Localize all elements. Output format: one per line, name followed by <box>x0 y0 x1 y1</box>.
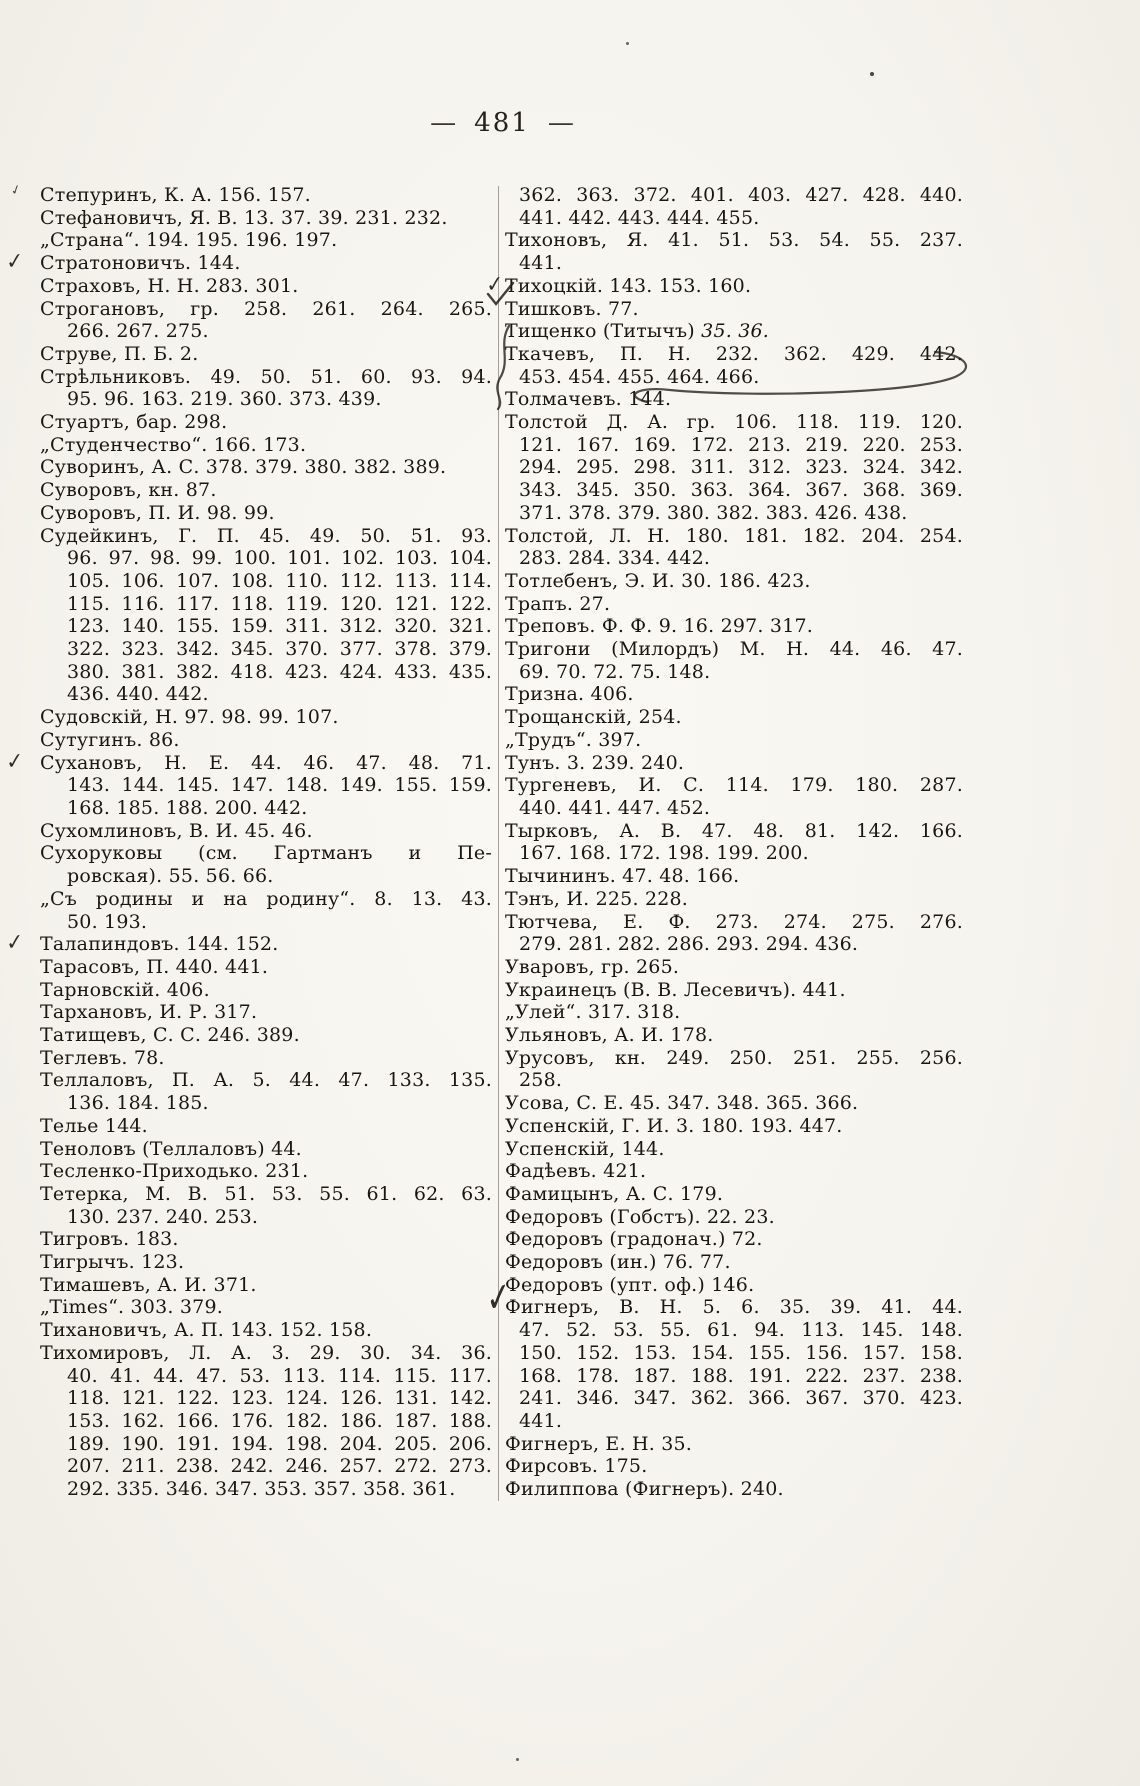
entry-line: Тетерка, М. В. 51. 53. 55. 61. 62. 63. <box>40 1182 492 1205</box>
entry-line: „Страна“. 194. 195. 196. 197. <box>40 229 338 252</box>
entry-line: 441. 442. 443. 444. 455. <box>519 206 760 229</box>
entry-line: 121. 167. 169. 172. 213. 219. 220. 253. <box>519 433 963 456</box>
index-entry <box>40 1296 492 1319</box>
index-entry <box>505 820 963 865</box>
entry-line: 40. 41. 44. 47. 53. 113. 114. 115. 117. <box>67 1364 492 1387</box>
index-entry <box>505 706 963 729</box>
entry-line: Тесленко-Приходько. 231. <box>40 1160 309 1183</box>
entry-line: 266. 267. 275. <box>67 320 209 343</box>
index-entry <box>505 752 963 775</box>
index-entry <box>40 434 492 457</box>
entry-line: Фадѣевъ. 421. <box>505 1160 647 1183</box>
handwritten-checkmark-icon: ✓ <box>485 270 505 298</box>
index-entry <box>505 638 963 683</box>
entry-line: Тотлебенъ, Э. И. 30. 186. 423. <box>505 569 811 592</box>
entry-line: Федоровъ (Гобстъ). 22. 23. <box>505 1205 775 1228</box>
ink-speck <box>626 42 629 45</box>
entry-line: 95. 96. 163. 219. 360. 373. 439. <box>67 388 382 411</box>
index-entry <box>505 1478 963 1501</box>
entry-line: Стрѣльниковъ. 49. 50. 51. 60. 93. 94. <box>40 365 492 388</box>
entry-line: Теноловъ (Теллаловъ) 44. <box>40 1137 302 1160</box>
entry-line: 207. 211. 238. 242. 246. 257. 272. 273. <box>67 1455 492 1478</box>
entry-line: 136. 184. 185. <box>67 1092 209 1115</box>
index-entry <box>40 456 492 479</box>
entry-line: 279. 281. 282. 286. 293. 294. 436. <box>519 933 859 956</box>
entry-line: Тарновскій. 406. <box>40 978 210 1001</box>
index-entry <box>40 525 492 707</box>
entry-line: 150. 152. 153. 154. 155. 156. 157. 158. <box>519 1341 963 1364</box>
index-entry <box>505 615 963 638</box>
entry-line: 47. 52. 53. 55. 61. 94. 113. 145. 148. <box>519 1319 963 1342</box>
entry-line: 118. 121. 122. 123. 124. 126. 131. 142. <box>67 1387 492 1410</box>
index-entry <box>40 275 492 298</box>
entry-line: Толстой, Л. Н. 180. 181. 182. 204. 254. <box>505 524 963 547</box>
index-entry <box>505 865 963 888</box>
entry-line: Степуринъ, К. А. 156. 157. <box>40 184 311 206</box>
index-entry <box>40 479 492 502</box>
index-entry <box>40 842 492 887</box>
header-dash-right: — <box>547 108 574 138</box>
ink-speck <box>870 72 874 76</box>
index-entry <box>40 207 492 230</box>
index-entry <box>40 1160 492 1183</box>
index-entry <box>505 888 963 911</box>
index-entry <box>40 1251 492 1274</box>
entry-line: Федоровъ (ин.) 76. 77. <box>505 1251 731 1274</box>
entry-line: 343. 345. 350. 363. 364. 367. 368. 369. <box>519 479 963 502</box>
index-entry <box>40 343 492 366</box>
entry-line: Тигрычъ. 123. <box>40 1251 185 1274</box>
entry-line: Тихоцкій. 143. 153. 160. <box>505 274 752 297</box>
entry-line: Стефановичъ, Я. В. 13. 37. 39. 231. 232. <box>40 206 448 229</box>
entry-line: Ульяновъ, А. И. 178. <box>505 1024 714 1047</box>
handwritten-checkmark-icon: ✓ <box>5 247 25 275</box>
entry-line: 153. 162. 166. 176. 182. 186. 187. 188. <box>67 1409 492 1432</box>
index-entry <box>40 1138 492 1161</box>
entry-line: 167. 168. 172. 198. 199. 200. <box>519 842 809 865</box>
index-entry <box>505 411 963 525</box>
entry-line: Тишковъ. 77. <box>505 297 639 320</box>
entry-line: 380. 381. 382. 418. 423. 424. 433. 435. <box>67 660 492 683</box>
index-entry <box>505 1024 963 1047</box>
index-entry <box>505 774 963 819</box>
page-header <box>40 108 964 138</box>
entry-line: 362. 363. 372. 401. 403. 427. 428. 440. <box>519 184 963 206</box>
index-entry <box>40 1001 492 1024</box>
entry-line: Толмачевъ. 144. <box>505 388 672 411</box>
index-entry <box>40 298 492 343</box>
column-divider-rule <box>498 186 499 1501</box>
entry-line: Тихоновъ, Я. 41. 51. 53. 54. 55. 237. <box>505 229 963 252</box>
page-content <box>5 0 964 1501</box>
entry-line: Судовскій, Н. 97. 98. 99. 107. <box>40 706 339 729</box>
index-entry <box>40 1274 492 1297</box>
entry-line: Суворинъ, А. С. 378. 379. 380. 382. 389. <box>40 456 447 479</box>
index-entry <box>8 181 492 207</box>
entry-line: Федоровъ (градонач.) 72. <box>505 1228 763 1251</box>
entry-line: Успенскій, 144. <box>505 1137 665 1160</box>
entry-line: Тургеневъ, И. С. 114. 179. 180. 287. <box>505 774 963 797</box>
entry-line: 189. 190. 191. 194. 198. 204. 205. 206. <box>67 1432 492 1455</box>
index-entry <box>40 411 492 434</box>
index-entry <box>505 1092 963 1115</box>
entry-line: Телье 144. <box>40 1114 148 1137</box>
entry-line: 143. 144. 145. 147. 148. 149. 155. 159. <box>67 774 492 797</box>
entry-line: 115. 116. 117. 118. 119. 120. 121. 122. <box>67 592 492 615</box>
entry-line: Судейкинъ, Г. П. 45. 49. 50. 51. 93. <box>40 524 492 547</box>
index-entry <box>505 570 963 593</box>
entry-line: Струве, П. Б. 2. <box>40 342 199 365</box>
index-entry <box>505 683 963 706</box>
index-entry <box>5 247 492 275</box>
index-entry <box>40 1024 492 1047</box>
index-entry <box>505 298 963 321</box>
entry-line: 371. 378. 379. 380. 382. 383. 426. 438. <box>519 501 908 524</box>
entry-line: Тычининъ. 47. 48. 166. <box>505 865 740 888</box>
handwritten-checkmark-icon: ✓ <box>5 928 25 956</box>
index-column-right <box>484 184 963 1501</box>
entry-line: Фамицынъ, А. С. 179. <box>505 1182 724 1205</box>
entry-line: 441. <box>519 1409 563 1432</box>
entry-line: Суворовъ, кн. 87. <box>40 479 217 502</box>
entry-line: 283. 284. 334. 442. <box>519 547 711 570</box>
entry-line: Стуартъ, бар. 298. <box>40 411 228 434</box>
index-entry <box>505 593 963 616</box>
entry-line: Федоровъ (упт. оф.) 146. <box>505 1273 755 1296</box>
index-entry <box>505 525 963 570</box>
index-entry <box>40 1069 492 1114</box>
index-entry <box>40 888 492 933</box>
index-entry <box>40 729 492 752</box>
entry-line: Сухановъ, Н. Е. 44. 46. 47. 48. 71. <box>40 751 492 774</box>
entry-line: Треповъ. Ф. Ф. 9. 16. 297. 317. <box>505 615 814 638</box>
entry-line: Теллаловъ, П. А. 5. 44. 47. 133. 135. <box>40 1069 492 1092</box>
entry-line: 241. 346. 347. 362. 366. 367. 370. 423. <box>519 1387 963 1410</box>
italic-page-numbers: 35. 36. <box>701 320 770 343</box>
entry-line: Толстой Д. А. гр. 106. 118. 119. 120. <box>505 411 963 434</box>
entry-line: Страховъ, Н. Н. 283. 301. <box>40 274 299 297</box>
index-entry <box>505 1455 963 1478</box>
index-entry <box>505 1047 963 1092</box>
entry-line: Тригони (Милордъ) М. Н. 44. 46. 47. <box>505 638 963 661</box>
entry-line: Тризна. 406. <box>505 683 634 706</box>
entry-line: Урусовъ, кн. 249. 250. 251. 255. 256. <box>505 1046 963 1069</box>
index-entry <box>505 979 963 1002</box>
entry-line: ровская). 55. 56. 66. <box>67 865 274 888</box>
entry-line: 441. <box>519 252 563 275</box>
entry-line: Трощанскій, 254. <box>505 706 682 729</box>
index-entry <box>40 1319 492 1342</box>
entry-line: Сухоруковы (см. Гартманъ и Пе- <box>40 842 492 865</box>
index-entry <box>505 1228 963 1251</box>
index-entry <box>505 388 963 411</box>
entry-line: Сухомлиновъ, В. И. 45. 46. <box>40 819 313 842</box>
entry-line: 168. 185. 188. 200. 442. <box>67 796 308 819</box>
entry-line: 96. 97. 98. 99. 100. 101. 102. 103. 104. <box>67 547 492 570</box>
entry-line: 258. <box>519 1069 563 1092</box>
entry-line: Усова, С. Е. 45. 347. 348. 365. 366. <box>505 1092 859 1115</box>
entry-line: Успенскій, Г. И. 3. 180. 193. 447. <box>505 1114 843 1137</box>
index-entry <box>505 1433 963 1456</box>
entry-line: 440. 441. 447. 452. <box>519 796 711 819</box>
entry-line: 292. 335. 346. 347. 353. 357. 358. 361. <box>67 1478 456 1501</box>
entry-line: Теглевъ. 78. <box>40 1046 165 1069</box>
index-entry <box>40 820 492 843</box>
entry-line: Фирсовъ. 175. <box>505 1455 648 1478</box>
entry-line: Украинецъ (В. В. Лесевичъ). 441. <box>505 978 846 1001</box>
entry-line: Сутугинъ. 86. <box>40 728 180 751</box>
index-entry <box>505 184 963 229</box>
entry-line: Тархановъ, И. Р. 317. <box>40 1001 258 1024</box>
entry-line: 69. 70. 72. 75. 148. <box>519 660 711 683</box>
entry-line: 322. 323. 342. 345. 370. 377. 378. 379. <box>67 638 492 661</box>
index-entry <box>40 1047 492 1070</box>
handwritten-checkmark-icon: ✓ <box>484 1273 514 1325</box>
entry-line: Талапиндовъ. 144. 152. <box>40 933 279 956</box>
index-entry <box>40 979 492 1002</box>
index-entry <box>505 1251 963 1274</box>
entry-line: 123. 140. 155. 159. 311. 312. 320. 321. <box>67 615 492 638</box>
index-entry <box>40 502 492 525</box>
entry-line: Тарасовъ, П. 440. 441. <box>40 955 269 978</box>
entry-line: Фигнеръ, Е. Н. 35. <box>505 1432 693 1455</box>
page-number: 481 <box>474 108 530 138</box>
index-entry <box>505 1183 963 1206</box>
entry-line: Тунъ. 3. 239. 240. <box>505 751 685 774</box>
handwritten-checkmark-icon: ✓ <box>8 181 24 200</box>
index-entry <box>5 928 492 956</box>
index-columns <box>5 181 964 1501</box>
index-entry <box>505 1206 963 1229</box>
index-entry <box>505 1160 963 1183</box>
entry-line: Филиппова (Фигнеръ). 240. <box>505 1478 784 1501</box>
ink-speck <box>516 1758 519 1761</box>
index-entry <box>40 706 492 729</box>
index-entry <box>505 1115 963 1138</box>
entry-line: Фигнеръ, В. Н. 5. 6. 35. 39. 41. 44. <box>505 1296 963 1319</box>
entry-line: Ткачевъ, П. Н. 232. 362. 429. 442. <box>505 342 963 365</box>
index-entry <box>505 229 963 274</box>
entry-line: Строгановъ, гр. 258. 261. 264. 265. <box>40 297 492 320</box>
index-entry <box>505 956 963 979</box>
entry-line: Татищевъ, С. С. 246. 389. <box>40 1024 300 1047</box>
index-entry <box>505 343 963 388</box>
entry-line: Тимашевъ, А. И. 371. <box>40 1273 257 1296</box>
index-entry <box>40 366 492 411</box>
entry-line: 168. 178. 187. 188. 191. 222. 237. 238. <box>519 1364 963 1387</box>
entry-line: 294. 295. 298. 311. 312. 323. 324. 342. <box>519 456 963 479</box>
entry-line: Трапъ. 27. <box>505 592 611 615</box>
entry-line: Тихомировъ, Л. А. 3. 29. 30. 34. 36. <box>40 1341 492 1364</box>
entry-line: Тигровъ. 183. <box>40 1228 179 1251</box>
index-entry <box>5 746 492 820</box>
entry-line: „Студенчество“. 166. 173. <box>40 433 307 456</box>
entry-line: Тэнъ, И. 225. 228. <box>505 887 689 910</box>
entry-line: „Улей“. 317. 318. <box>505 1001 681 1024</box>
index-entry <box>505 729 963 752</box>
entry-line: Суворовъ, П. И. 98. 99. <box>40 501 275 524</box>
index-entry <box>40 1115 492 1138</box>
entry-line: Уваровъ, гр. 265. <box>505 955 680 978</box>
entry-line: „Трудъ“. 397. <box>505 728 642 751</box>
entry-line: Тырковъ, А. В. 47. 48. 81. 142. 166. <box>505 819 963 842</box>
entry-line: „Съ родины и на родину“. 8. 13. 43. <box>40 887 492 910</box>
header-dash-left: — <box>430 108 457 138</box>
entry-line: 453. 454. 455. 464. 466. <box>519 365 760 388</box>
entry-line: 105. 106. 107. 108. 110. 112. 113. 114. <box>67 569 492 592</box>
entry-line: Тютчева, Е. Ф. 273. 274. 275. 276. <box>505 910 963 933</box>
index-entry <box>40 1183 492 1228</box>
index-entry <box>40 956 492 979</box>
index-entry <box>505 1138 963 1161</box>
entry-line: 50. 193. <box>67 910 148 933</box>
index-entry <box>40 229 492 252</box>
index-column-left <box>5 181 492 1501</box>
index-entry <box>505 1274 963 1297</box>
entry-line: Тихановичъ, А. П. 143. 152. 158. <box>40 1319 373 1342</box>
entry-line: Стратоновичъ. 144. <box>40 252 241 275</box>
entry-line: Тищенко (Титычъ) 35. 36. <box>505 320 770 343</box>
entry-line: „Times“. 303. 379. <box>40 1296 223 1319</box>
index-entry <box>505 1001 963 1024</box>
index-entry <box>505 911 963 956</box>
index-entry <box>40 1228 492 1251</box>
index-entry <box>485 270 963 298</box>
entry-line: 436. 440. 442. <box>67 683 209 706</box>
index-entry <box>40 1342 492 1501</box>
index-entry <box>505 320 963 343</box>
handwritten-checkmark-icon: ✓ <box>5 746 25 775</box>
entry-line: 130. 237. 240. 253. <box>67 1205 259 1228</box>
